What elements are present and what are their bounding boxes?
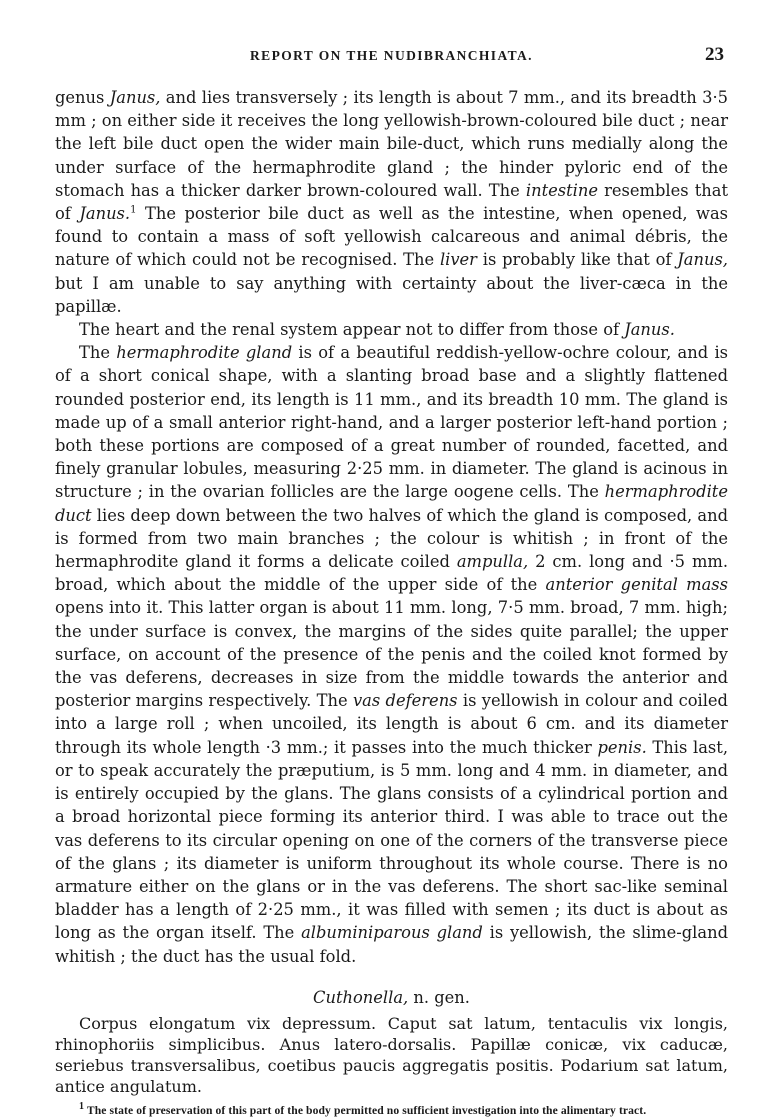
- text-run: The: [79, 343, 117, 363]
- italic-run: anterior genital mass: [545, 575, 728, 595]
- text-run: and lies transversely ; its length is about 7 mm., and its breadth 3·5 mm ; on either side it receives the long yellowish-brown-coloured bile duct ; near the left bile duct open the wider main bile-duct, which runs medially along the under surface of the hermaphrodite gland ; the hinder pyloric end of the stomach has a thicker darker brown-coloured wall. The: [55, 88, 729, 200]
- italic-run: intestine: [525, 180, 598, 200]
- section-heading: [55, 986, 728, 1009]
- footnote-marker: 1: [79, 1100, 85, 1112]
- text-run: The posterior bile duct as well as the intestine, when opened, was found to contain a mass of soft yellowish calcareous and animal débris, the nature of which could not be recognised. The: [55, 204, 729, 270]
- text-run: is yellowish in colour and coiled into a large roll ; when uncoiled, its length is about 6 cm. and its diameter through its whole length ·3 mm.; it passes into the much thicker: [55, 691, 728, 757]
- text-run: is probably like that of: [476, 250, 678, 270]
- text-run: is of a beautiful reddish-yellow-ochre colour, and is of a short conical shape, with a slanting broad base and a slightly flattened rounded posterior end, its length is 11 mm., and its breadth 10 mm. The gland is made up of a small anterior right-hand, and a larger posterior left-hand portion ; both these portions are composed of a great number of rounded, facetted, and finely granular lobules, measuring 2·25 mm. in diameter. The gland is acinous in structure ; in the ovarian follicles are the large oogene cells. The: [55, 343, 729, 502]
- text-run: genus: [55, 88, 110, 107]
- text-run: opens into it. This latter organ is about 11 mm. long, 7·5 mm. broad, 7 mm. high; the under surface is convex, the margins of the sides quite parallel; the upper surface, on account of the presence of the penis and the coiled knot formed by the vas deferens, decreases in size from the middle towards the anterior and posterior margins respectively. The: [55, 598, 728, 711]
- italic-run: vas deferens: [352, 691, 458, 711]
- body-text: [55, 86, 728, 1119]
- italic-run: Janus,: [677, 250, 728, 270]
- footnote-reference: 1: [130, 204, 137, 216]
- text-run: resembles that of: [55, 180, 728, 224]
- footnote: [55, 1100, 728, 1119]
- footnote-text: The state of preservation of this part of the body permitted no sufficient investigation into the alimentary tract.: [84, 1103, 647, 1117]
- italic-run: ampulla,: [456, 552, 529, 572]
- italic-run: albuminiparous gland: [301, 923, 483, 943]
- genus-suffix: n. gen.: [408, 987, 470, 1007]
- italic-run: Janus.: [79, 204, 131, 224]
- text-run: The heart and the renal system appear not to differ from those of: [79, 320, 625, 340]
- paragraph-heart-renal: [55, 318, 728, 341]
- text-run: lies deep down between the two halves of which the gland is composed, and is formed from two main branches ; the colour is whitish ; in front of the hermaphrodite gland it forms a delicate coiled: [55, 505, 728, 572]
- italic-run: Janus,: [109, 88, 161, 107]
- italic-run: liver: [439, 250, 477, 270]
- running-head: [55, 44, 728, 70]
- italic-run: Janus.: [624, 320, 675, 340]
- text-run: but I am unable to say anything with certainty about the liver-cæca in the papillæ.: [55, 273, 728, 316]
- page-number: 23: [705, 44, 724, 65]
- italic-run: hermaphrodite duct: [55, 482, 728, 525]
- latin-diagnosis: Corpus elongatum vix depressum. Caput sat latum, tentaculis vix longis, rhinophoriis simplicibus. Anus latero-dorsalis. Papillæ conicæ, vix caducæ, seriebus transversalibus, coetibus paucis aggregatis positis. Podarium sat latum, antice angulatum.: [55, 1013, 728, 1096]
- paragraph-hermaphrodite-gland: [55, 341, 728, 967]
- paragraph-stomach-intestine: [55, 86, 728, 318]
- italic-run: penis.: [597, 737, 647, 757]
- text-run: is yellowish, the slime-gland whitish ; the duct has the usual fold.: [55, 923, 728, 966]
- text-run: This last, or to speak accurately the præputium, is 5 mm. long and 4 mm. in diameter, and is entirely occupied by the glans. The glans consists of a cylindrical portion and a broad horizontal piece forming its anterior third. I was able to trace out the vas deferens to its circular opening on one of the corners of the transverse piece of the glans ; its diameter is uniform throughout its whole course. There is no armature either on the glans or in the vas deferens. The short sac-like seminal bladder has a length of 2·25 mm., it was filled with semen ; its duct is about as long as the organ itself. The: [55, 737, 728, 943]
- genus-name: Cuthonella,: [313, 987, 409, 1007]
- running-title: REPORT ON THE NUDIBRANCHIATA.: [250, 48, 533, 63]
- text-run: 2 cm. long and ·5 mm. broad, which about the middle of the upper side of the: [55, 552, 728, 595]
- italic-run: hermaphrodite gland: [116, 343, 293, 363]
